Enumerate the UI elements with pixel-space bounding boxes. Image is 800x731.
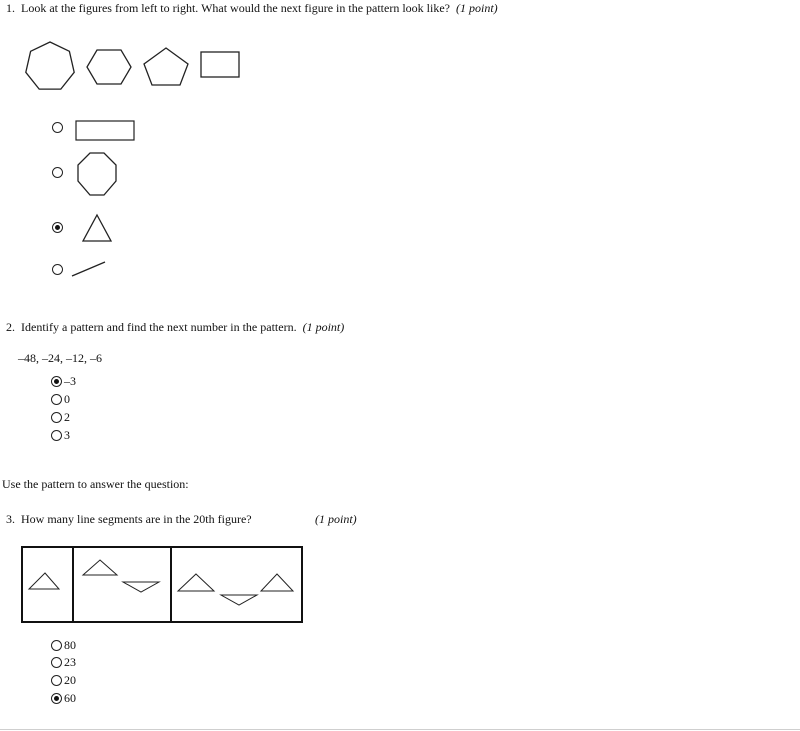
hexagon-icon — [87, 50, 131, 84]
triangle-icon — [82, 213, 116, 243]
question-number: 3. — [6, 512, 15, 526]
radio-button-selected[interactable] — [51, 376, 62, 387]
rectangle-icon — [201, 52, 239, 77]
question-1-header — [6, 1, 498, 16]
triangle-icon — [83, 560, 117, 575]
radio-button-selected[interactable] — [51, 693, 62, 704]
figure-frame — [22, 547, 302, 622]
radio-button-selected[interactable] — [52, 222, 63, 233]
question-number: 2. — [6, 320, 15, 334]
option-label[interactable]: 0 — [64, 392, 70, 406]
triangle-pattern-figure — [21, 546, 303, 624]
line-segment-icon — [70, 260, 110, 280]
octagon-icon — [76, 151, 120, 199]
option-label[interactable]: 20 — [64, 673, 76, 687]
points-label: (1 point) — [315, 512, 357, 526]
page-bottom-divider — [0, 729, 800, 730]
heptagon-icon — [26, 42, 74, 89]
radio-button[interactable] — [51, 675, 62, 686]
points-label: (1 point) — [302, 320, 345, 334]
question-3-header — [6, 512, 252, 527]
points-label: (1 point) — [456, 1, 498, 15]
triangle-icon — [178, 574, 214, 591]
option-label[interactable]: 23 — [64, 655, 76, 669]
pattern-figures — [0, 38, 240, 98]
triangle-icon — [221, 595, 257, 605]
rectangle-icon — [75, 119, 135, 143]
question-2-header — [6, 320, 344, 335]
radio-button[interactable] — [52, 122, 63, 133]
number-sequence: –48, –24, –12, –6 — [18, 351, 102, 365]
radio-button[interactable] — [51, 394, 62, 405]
pentagon-icon — [144, 48, 188, 85]
radio-button[interactable] — [51, 412, 62, 423]
option-label[interactable]: –3 — [64, 374, 76, 388]
question-number: 1. — [6, 1, 15, 15]
radio-button[interactable] — [51, 640, 62, 651]
triangle-icon — [123, 582, 159, 592]
radio-button[interactable] — [51, 657, 62, 668]
radio-button[interactable] — [52, 167, 63, 178]
option-label[interactable]: 80 — [64, 638, 76, 652]
option-label[interactable]: 3 — [64, 428, 70, 442]
option-label[interactable]: 2 — [64, 410, 70, 424]
instruction-text: Use the pattern to answer the question: — [2, 477, 189, 491]
question-text: Look at the figures from left to right. What would the next figure in the pattern look like? — [21, 1, 450, 15]
question-text: How many line segments are in the 20th figure? — [21, 512, 252, 526]
radio-button[interactable] — [52, 264, 63, 275]
question-text: Identify a pattern and find the next number in the pattern. — [21, 320, 297, 334]
triangle-icon — [261, 574, 293, 591]
triangle-icon — [29, 573, 59, 589]
radio-button[interactable] — [51, 430, 62, 441]
option-label[interactable]: 60 — [64, 691, 76, 705]
